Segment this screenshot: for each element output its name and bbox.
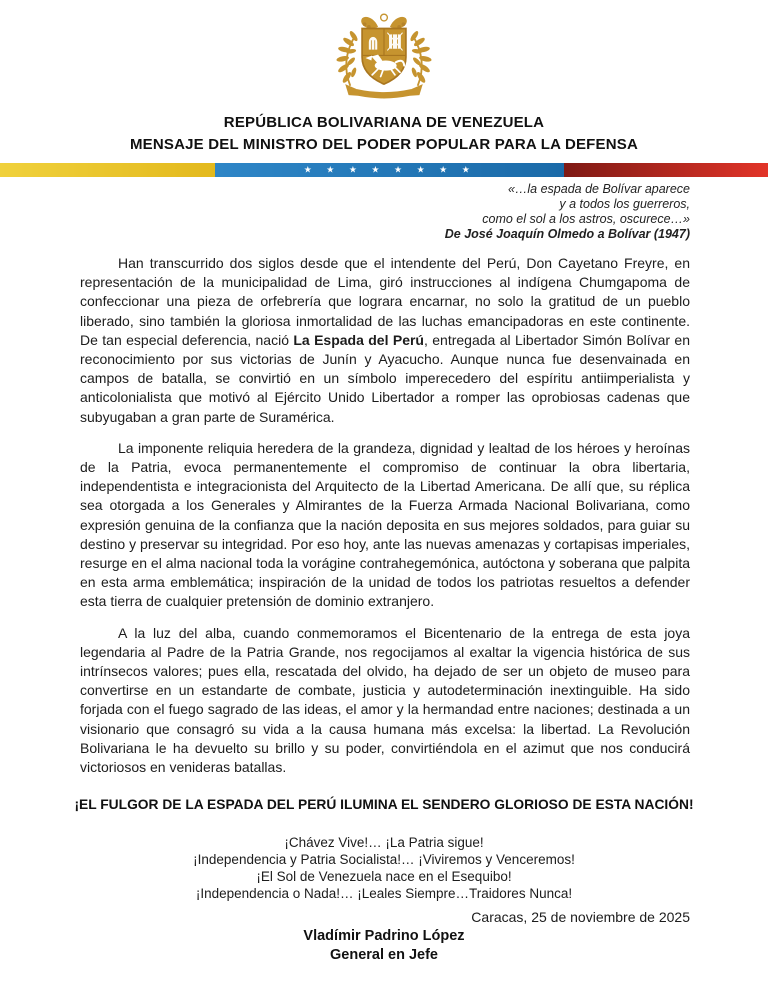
slogan-line-1: ¡Chávez Vive!… ¡La Patria sigue! (284, 835, 484, 851)
flag-stars-icon: ★ ★ ★ ★ ★ ★ ★ ★ (303, 164, 476, 174)
message-body (80, 254, 690, 777)
paragraph-1 (80, 254, 690, 427)
epigraph-line-3: como el sol a los astros, oscurece…» (482, 212, 690, 226)
flag-stripe-yellow (0, 163, 215, 177)
flag-stripe-red (564, 163, 768, 177)
document-title-line1: REPÚBLICA BOLIVARIANA DE VENEZUELA (223, 114, 545, 131)
epigraph-quote (0, 182, 690, 242)
dateline: Caracas, 25 de noviembre de 2025 (471, 909, 690, 926)
paragraph-1-bold-phrase: La Espada del Perú (293, 331, 424, 348)
slogan-line-3: ¡El Sol de Venezuela nace en el Esequibo! (256, 869, 512, 885)
paragraph-3: A la luz del alba, cuando conmemoramos el Bicentenario de la entrega de esta joya legendaria al Padre de la Patria Grande, nos regocijamos al exaltar la vigencia histórica de sus intrínsecos valores; pues ella, rescatada del olvido, ha dejado de ser un objeto de museo para convertirse en un estandarte de combate, justicia y autodeterminación inextinguible. Ha sido forjada con el fuego sagrado de las ideas, el amor y la hermandad entre naciones; destinada a un visionario que consagró su vida a la causa humana más excelsa: la libertad. La Revolución Bolivariana le ha devuelto su brillo y su poder, convirtiéndola en el azimut que nos conducirá victoriosos en venideras batallas. (80, 624, 690, 776)
signatory-title: General en Jefe (330, 947, 438, 964)
epigraph-attribution: De José Joaquín Olmedo a Bolívar (1947) (444, 227, 690, 241)
paragraph-1-text-after: , entregada al Libertador Simón Bolívar en reconocimiento por sus victorias de Junín y Ayacucho. Aunque nunca fue desenvainada en campos de batalla, se convirtió en un símbolo imperecedero del espíritu antiimperialista y anticolonialista que motivó al Ejército Unido Libertador a romper las oprobiosas cadenas que subyugaban a gran parte de Suramérica. (80, 331, 690, 425)
venezuela-coat-of-arms-icon (325, 8, 443, 108)
closing-headline: ¡EL FULGOR DE LA ESPADA DEL PERÚ ILUMINA EL SENDERO GLORIOSO DE ESTA NACIÓN! (74, 797, 694, 813)
document-header (0, 112, 768, 156)
epigraph-line-1: «…la espada de Bolívar aparece (507, 182, 690, 196)
flag-stripe-bar (0, 163, 768, 177)
signatory-name: Vladímir Padrino López (303, 928, 465, 945)
emblem-container (0, 0, 768, 108)
epigraph-line-2: y a todos los guerreros, (559, 197, 690, 211)
paragraph-1-text-before: Han transcurrido dos siglos desde que el intendente del Perú, Don Cayetano Freyre, en representación de la municipalidad de Lima, giró instrucciones al indígena Chumgapoma de confeccionar una pieza de orfebrería que lograra encarnar, no solo la gratitud de un pueblo liberado, sino también la gloriosa inmortalidad de las luchas emancipadoras en este continente. De tan especial deferencia, nació (80, 255, 690, 348)
slogan-line-2: ¡Independencia y Patria Socialista!… ¡Viviremos y Venceremos! (193, 852, 575, 868)
paragraph-2: La imponente reliquia heredera de la grandeza, dignidad y lealtad de los héroes y heroínas de la Patria, evoca permanentemente el compromiso de continuar la obra libertaria, independentista e integracionista del Arquitecto de la Libertad Americana. De allí que, su réplica sea otorgada a los Generales y Almirantes de la Fuerza Armada Nacional Bolivariana, como expresión genuina de la confianza que la nación deposita en sus mejores soldados, para guiar su destino y preservar su integridad. Por eso hoy, ante las nuevas amenazas y cortapisas imperiales, resurge en el alma nacional toda la vorágine contrahegemónica, autóctona y soberana que palpita en esta arma emblemática; inspiración de la unidad de todos los patriotas resueltos a defender esta tierra de cualquier pretensión de dominio extranjero. (80, 439, 690, 610)
signature-block (0, 927, 768, 965)
document-title-line2: MENSAJE DEL MINISTRO DEL PODER POPULAR PARA LA DEFENSA (129, 136, 639, 153)
slogan-line-4: ¡Independencia o Nada!… ¡Leales Siempre…Traidores Nunca! (195, 886, 573, 902)
slogans-block (0, 834, 768, 902)
flag-stripe-blue (215, 163, 564, 177)
